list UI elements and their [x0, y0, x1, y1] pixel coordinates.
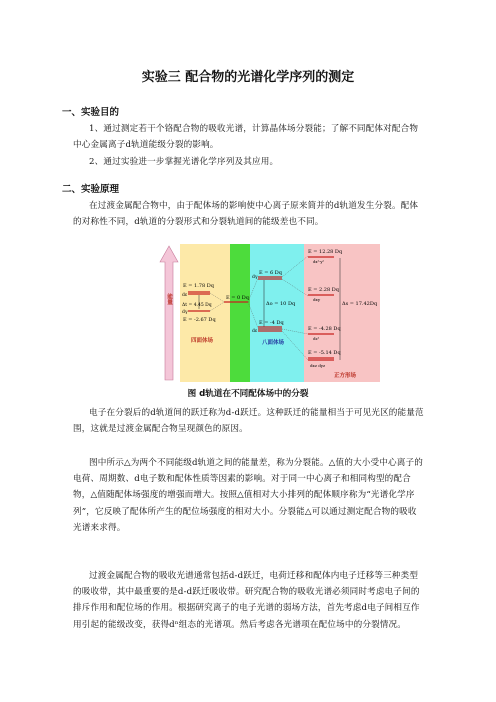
figure-caption: 图 d轨道在不同配体场中的分裂	[187, 389, 309, 399]
svg-text:E = 2.28 Dq: E = 2.28 Dq	[308, 287, 339, 293]
svg-text:dε: dε	[252, 329, 258, 334]
principle-intro: 在过渡金属配合物中，由于配体场的影响使中心离子原来简并的d轨道发生分裂。配体的对称性不同，d轨道的分裂形式和分裂轨道间的能级差也不同。	[73, 201, 419, 228]
svg-text:E = 1.78 Dq: E = 1.78 Dq	[183, 283, 214, 289]
spherical-zone	[230, 244, 250, 382]
svg-text:E = -4.28 Dq: E = -4.28 Dq	[308, 326, 341, 332]
square-planar-zone	[304, 244, 380, 382]
svg-text:E = -2.67 Dq: E = -2.67 Dq	[183, 317, 216, 323]
svg-text:E = 6 Dq: E = 6 Dq	[259, 270, 282, 276]
principle-paragraph-2: 图中所示△为两个不同能级d轨道之间的能量差，称为分裂能。△值的大小受中心离子的电荷、周期数、d电子数和配体性质等因素的影响。对于同一中心离子和相同构型的配合物，△值随配体场强度的增强而增大。按照△值相对大小排列的配体顺序称为“光谱化学序列”，它反映了配体所产生的配位场强度的相对大小。分裂能△可以通过测定配合物的吸收光谱来求得。	[73, 458, 423, 533]
d-orbital-splitting-figure	[158, 244, 380, 382]
svg-text:Δo = 10 Dq: Δo = 10 Dq	[266, 301, 296, 307]
svg-text:Δs = 17.42Dq: Δs = 17.42Dq	[342, 301, 378, 307]
svg-text:E = 0 Dq: E = 0 Dq	[226, 295, 249, 301]
svg-text:E = -5.14 Dq: E = -5.14 Dq	[308, 350, 341, 356]
energy-arrow	[160, 246, 178, 380]
svg-text:dxy: dxy	[313, 297, 321, 302]
square-planar-label: 正方形场	[334, 373, 357, 379]
energy-axis-label: 能量	[166, 293, 172, 305]
svg-text:Δt = 4.45 Dq: Δt = 4.45 Dq	[182, 303, 212, 308]
purpose-item-1: 1、通过测定若干个铬配合物的吸收光谱，计算晶体场分裂能；了解不同配体对配合物中心金属离子d轨道能级分裂的影响。	[73, 124, 419, 151]
svg-text:E = -4 Dq: E = -4 Dq	[259, 320, 284, 326]
principle-paragraph-3: 过渡金属配合物的吸收光谱通常包括d-d跃迁，电荷迁移和配体内电子迁移等三种类型的吸收带，其中最重要的是d-d跃迁吸收带。研究配合物的吸收光谱必须同时考虑电子间的排斥作用和配位场的作用。根据研究离子的电子光谱的弱场方法，首先考虑d电子间相互作用引起的能级改变，获得dⁿ组态的光谱项。然后考虑各光谱项在配位场中的分裂情况。	[73, 571, 420, 630]
principle-paragraph-1: 电子在分裂后的d轨道间的跃迁称为d-d跃迁。这种跃迁的能量相当于可见光区的能量范围，这就是过渡金属配合物呈现颜色的原因。	[73, 408, 424, 435]
document-title: 实验三 配合物的光谱化学序列的测定	[141, 70, 355, 85]
octahedral-label: 八面体场	[262, 340, 285, 346]
svg-text:dx²-y²: dx²-y²	[313, 259, 325, 264]
purpose-item-2: 2、通过实验进一步掌握光谱化学序列及其应用。	[89, 157, 279, 167]
tetrahedral-label: 四面体场	[191, 338, 214, 344]
octahedral-zone	[250, 244, 304, 382]
svg-text:dγ: dγ	[252, 275, 258, 280]
svg-text:dxz dyz: dxz dyz	[310, 363, 326, 368]
section-heading-principle: 二、实验原理	[62, 184, 120, 195]
svg-text:E = 12.28 Dq: E = 12.28 Dq	[308, 249, 343, 255]
section-heading-purpose: 一、实验目的	[62, 107, 120, 118]
svg-text:dγ: dγ	[182, 310, 188, 315]
svg-text:dε: dε	[182, 293, 188, 298]
svg-text:dz²: dz²	[313, 336, 320, 341]
